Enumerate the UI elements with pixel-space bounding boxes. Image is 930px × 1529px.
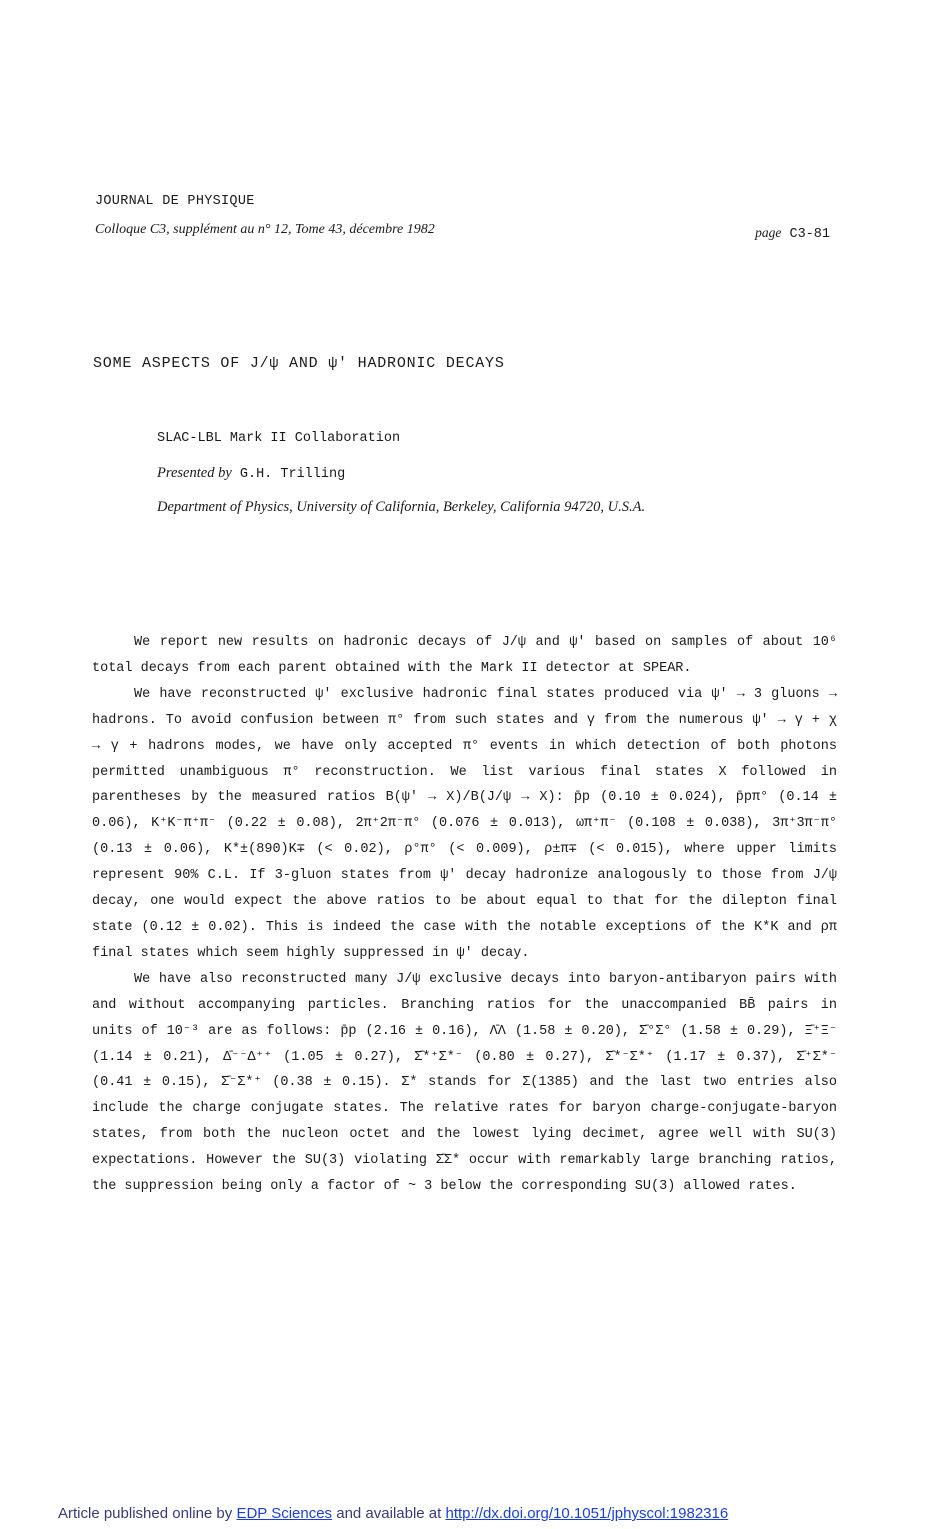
paragraph-1: We report new results on hadronic decays of J/ψ and ψ' based on samples of about 10⁶ total decays from each parent obtained with the Mark II detector at SPEAR. bbox=[92, 635, 837, 676]
paragraph-3: We have also reconstructed many J/ψ exclusive decays into baryon-antibaryon pairs with and without accompanying particles. Branching ratios for the unaccompanied BB̄ pairs in units of 10⁻³ are as follows: p̄p (2.16 ± 0.16), Λ̄Λ (1.58 ± 0.20), Σ̄°Σ° (1.58 ± 0.29), Ξ̄⁺Ξ⁻ (1.14 ± 0.21), Δ̄⁻⁻Δ⁺⁺ (1.05 ± 0.27), Σ̄*⁺Σ*⁻ (0.80 ± 0.27), Σ̄*⁻Σ*⁺ (1.17 ± 0.37), Σ̄⁺Σ*⁻ (0.41 ± 0.15), Σ̄⁻Σ*⁺ (0.38 ± 0.15). Σ* stands for Σ(1385) and the last two entries also include the charge conjugate states. The relative rates for baryon charge-conjugate-baryon states, from both the nucleon octet and the lowest lying decimet, agree well with SU(3) expectations. However the SU(3) violating Σ̄Σ* occur with remarkably large branching ratios, the suppression being only a factor of ~ 3 below the corresponding SU(3) allowed rates. bbox=[92, 971, 837, 1195]
publication-footer bbox=[58, 1505, 728, 1522]
page-label: page bbox=[755, 225, 782, 240]
paragraph-2: We have reconstructed ψ' exclusive hadronic final states produced via ψ' → 3 gluons → hadrons. To avoid confusion between π° from such states and γ from the numerous ψ' → γ + χ → γ + hadrons modes, we have only accepted π° events in which detection of both photons permitted unambiguous π° reconstruction. We list various final states X followed in parentheses by the measured ratios B(ψ' → X)/B(J/ψ → X): p̄p (0.10 ± 0.024), p̄pπ° (0.14 ± 0.06), K⁺K⁻π⁺π⁻ (0.22 ± 0.08), 2π⁺2π⁻π° (0.076 ± 0.013), ωπ⁺π⁻ (0.108 ± 0.038), 3π⁺3π⁻π° (0.13 ± 0.06), K*±(890)K∓ (< 0.02), ρ°π° (< 0.009), ρ±π∓ (< 0.015), where upper limits represent 90% C.L. If 3-gluon states from ψ' decay hadronize analogously to those from J/ψ decay, one would expect the above ratios to be about equal to that for the dilepton final state (0.12 ± 0.02). This is indeed the case with the notable exceptions of the K*K and ρπ final states which seem highly suppressed in ψ' decay. bbox=[92, 686, 837, 961]
presented-by-label: Presented by bbox=[157, 465, 232, 481]
publisher-link[interactable]: EDP Sciences bbox=[236, 1505, 333, 1522]
journal-name: JOURNAL DE PHYSIQUE bbox=[95, 194, 255, 209]
footer-prefix: Article published online by bbox=[58, 1505, 233, 1522]
presenter-name: G.H. Trilling bbox=[239, 467, 346, 482]
author-collaboration: SLAC-LBL Mark II Collaboration bbox=[157, 431, 401, 446]
page-number-block bbox=[755, 225, 830, 242]
abstract-body bbox=[92, 630, 837, 1200]
footer-middle: and available at bbox=[336, 1505, 442, 1522]
page-number: C3-81 bbox=[789, 227, 830, 242]
affiliation: Department of Physics, University of California, Berkeley, California 94720, U.S.A. bbox=[157, 499, 646, 515]
issue-info: Colloque C3, supplément au n° 12, Tome 43, décembre 1982 bbox=[95, 222, 435, 237]
presenter-line bbox=[157, 465, 345, 482]
paper-title: SOME ASPECTS OF J/ψ AND ψ' HADRONIC DECAYS bbox=[93, 355, 505, 372]
doi-link[interactable]: http://dx.doi.org/10.1051/jphyscol:1982316 bbox=[445, 1505, 729, 1522]
